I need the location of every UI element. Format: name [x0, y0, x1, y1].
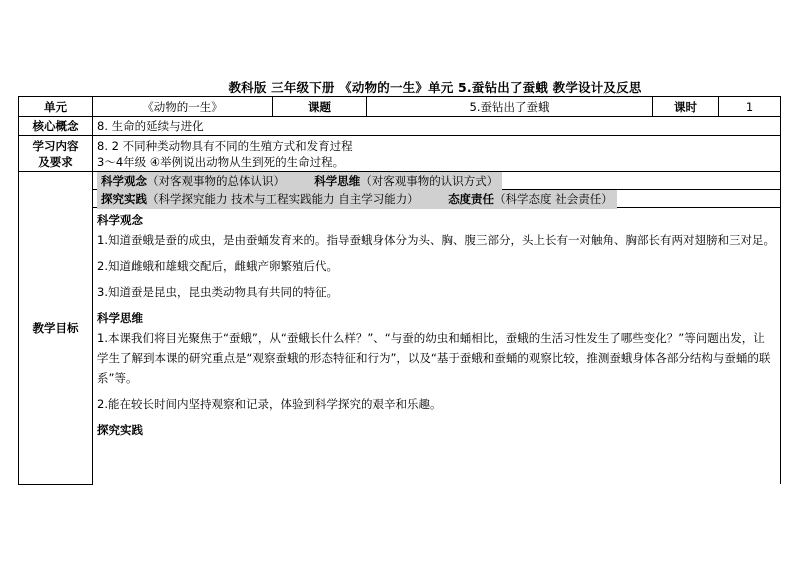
row-core-concept — [19, 117, 781, 136]
goal-paragraph: 3.知道蚕是昆虫，昆虫类动物具有共同的特征。 — [97, 285, 338, 299]
goal-paragraph: 1.本课我们将目光聚焦于“蚕蛾”，从“蚕蛾长什么样？”、“与蚕的幼虫和蛹相比，蚕蛾的生活习性发生了哪些变化？”等问题出发，让学生了解到本课的研究重点是“观察蚕蛾的形态特征和行为”，以及“基于蚕蛾和蚕蛹的观察比较，推测蚕蛾身体各部分结构与蚕蛹的联系”等。 — [97, 331, 771, 385]
strip-science-concept: 科学观念（对客观事物的总体认识） 科学思维（对客观事物的认识方式） — [97, 172, 502, 191]
content-line-2: 3～4年级 ④举例说出动物从生到死的生命过程。 — [97, 154, 345, 169]
section-science-concept: 科学观念 — [97, 213, 143, 227]
lesson-plan-table — [18, 96, 781, 485]
hours-label: 课时 — [653, 97, 719, 117]
unit-label: 单元 — [19, 97, 93, 117]
teaching-goals-label: 教学目标 — [19, 172, 93, 485]
core-concept-value: 8. 生命的延续与进化 — [93, 117, 781, 136]
row-unit — [19, 97, 781, 117]
content-line-1: 8. 2 不同种类动物具有不同的生殖方式和发育过程 — [97, 138, 353, 153]
unit-value: 《动物的一生》 — [93, 97, 273, 117]
section-science-thinking: 科学思维 — [97, 311, 143, 325]
row-goals-strip — [19, 172, 781, 208]
learning-content-value — [93, 136, 781, 172]
topic-value: 5.蚕钻出了蚕蛾 — [367, 97, 653, 117]
hours-value: 1 — [719, 97, 781, 117]
goals-dimension-strip — [93, 172, 781, 208]
row-goals-body — [19, 208, 781, 485]
core-concept-label: 核心概念 — [19, 117, 93, 136]
learning-content-label: 学习内容 及要求 — [19, 136, 93, 172]
goal-paragraph: 2.知道雌蛾和雄蛾交配后，雌蛾产卵繁殖后代。 — [97, 259, 338, 273]
teaching-goals-body — [93, 208, 781, 485]
row-learning-content — [19, 136, 781, 172]
document-title: 教科版 三年级下册 《动物的一生》单元 5.蚕钻出了蚕蛾 教学设计及反思 — [228, 80, 642, 95]
goal-paragraph: 1.知道蚕蛾是蚕的成虫，是由蚕蛹发育来的。指导蚕蛾身体分为头、胸、腹三部分，头上长有一对触角、胸部长有两对翅膀和三对足。 — [97, 233, 775, 247]
topic-label: 课题 — [273, 97, 367, 117]
section-inquiry-practice: 探究实践 — [97, 423, 143, 437]
goal-paragraph: 2.能在较长时间内坚持观察和记录，体验到科学探究的艰辛和乐趣。 — [97, 397, 442, 411]
strip-inquiry-practice: 探究实践（科学探究能力 技术与工程实践能力 自主学习能力） 态度责任（科学态度 社会责任） — [97, 190, 617, 209]
